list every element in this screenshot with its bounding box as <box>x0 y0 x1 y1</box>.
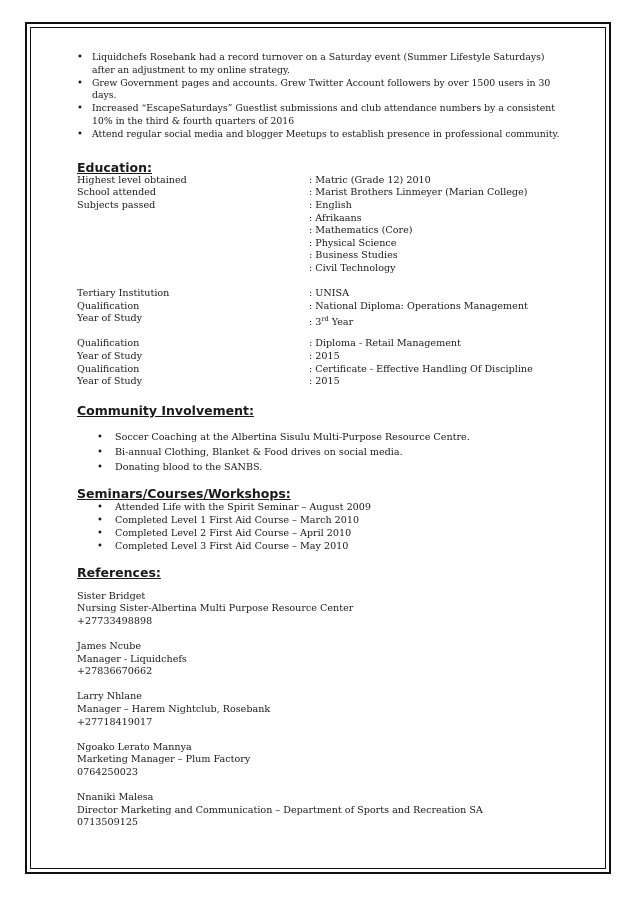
reference-name: Ngoako Lerato Mannya <box>77 741 192 753</box>
bullet-icon: • <box>97 528 103 540</box>
community-heading: Community Involvement: <box>77 402 254 418</box>
bullet-icon: • <box>97 502 103 514</box>
reference-phone: +27733498898 <box>77 615 153 627</box>
reference-role: Marketing Manager – Plum Factory <box>77 754 251 766</box>
reference-entry <box>77 691 567 729</box>
list-item: • Grew Government pages and accounts. Grew Twitter Account followers by over 1500 users in 30 days. <box>77 77 551 102</box>
community-list <box>77 430 567 475</box>
education-block-1 <box>77 175 567 276</box>
reference-phone: 0764250023 <box>77 766 139 778</box>
list-item: • Donating blood to the SANBS. <box>97 462 263 474</box>
education-row: Year of Study : 2015 <box>77 351 340 363</box>
bullet-icon: • <box>97 541 103 553</box>
education-row: Year of Study : 3rd Year <box>77 313 354 329</box>
education-block-3 <box>77 338 567 388</box>
education-row: : Business Studies <box>309 250 398 262</box>
list-item: • Attended Life with the Spirit Seminar – August 2009 <box>97 502 371 514</box>
list-item: • Increased “EscapeSaturdays” Guestlist submissions and club attendance numbers by a consistent 10% in the third & fourth quarters of 2016 <box>77 103 556 127</box>
bullet-icon: • <box>77 129 83 141</box>
reference-phone: +27718419017 <box>77 716 153 728</box>
bullet-icon: • <box>97 447 103 459</box>
list-item: • Completed Level 3 First Aid Course – May 2010 <box>97 541 349 553</box>
education-row: Qualification : Diploma - Retail Management <box>77 338 461 350</box>
reference-phone: 0713509125 <box>77 817 139 829</box>
reference-phone: +27836670662 <box>77 666 153 678</box>
references-heading: References: <box>77 565 161 581</box>
bullet-icon: • <box>77 52 83 63</box>
list-item: • Attend regular social media and blogger Meetups to establish presence in professional community. <box>77 129 560 141</box>
list-item: • Bi-annual Clothing, Blanket & Food drives on social media. <box>97 447 403 459</box>
reference-role: Manager – Harem Nightclub, Rosebank <box>77 703 271 715</box>
reference-role: Nursing Sister-Albertina Multi Purpose Resource Center <box>77 603 354 615</box>
bullet-icon: • <box>77 77 83 89</box>
education-row: Tertiary Institution : UNISA <box>77 288 350 300</box>
reference-name: Larry Nhlane <box>77 691 142 703</box>
education-block-2 <box>77 288 567 329</box>
education-row: : Afrikaans <box>309 212 362 224</box>
reference-entry <box>77 792 567 830</box>
bullet-icon: • <box>97 462 103 474</box>
education-row: Qualification : Certificate - Effective Handling Of Discipline <box>77 363 533 375</box>
education-row: Highest level obtained : Matric (Grade 12) 2010 <box>77 174 431 186</box>
achievements-list <box>77 52 567 142</box>
reference-role: Manager - Liquidchefs <box>77 653 187 665</box>
list-item: • Completed Level 2 First Aid Course – April 2010 <box>97 528 352 540</box>
reference-entry <box>77 641 567 679</box>
education-row: : Mathematics (Core) <box>309 225 413 237</box>
reference-name: Sister Bridget <box>77 590 146 602</box>
seminars-heading: Seminars/Courses/Workshops: <box>77 486 291 502</box>
seminars-list <box>77 501 567 553</box>
reference-entry <box>77 742 567 780</box>
references-list <box>77 591 567 830</box>
list-item: • Soccer Coaching at the Albertina Sisulu Multi-Purpose Resource Centre. <box>97 432 470 444</box>
education-row: Subjects passed : English <box>77 199 352 211</box>
education-row: : Civil Technology <box>309 262 396 274</box>
reference-role: Director Marketing and Communication – Department of Sports and Recreation SA <box>77 804 483 816</box>
education-row: Year of Study : 2015 <box>77 376 340 388</box>
reference-name: Nnaniki Malesa <box>77 792 154 804</box>
reference-entry <box>77 591 567 629</box>
education-row: : Physical Science <box>309 237 397 249</box>
bullet-icon: • <box>97 432 103 444</box>
education-row: School attended : Marist Brothers Linmeyer (Marian College) <box>77 187 528 199</box>
list-item: • Completed Level 1 First Aid Course – March 2010 <box>97 515 360 527</box>
list-item: • Liquidchefs Rosebank had a record turnover on a Saturday event (Summer Lifestyle Saturdays) after an adjustment to my online strategy. <box>77 52 545 76</box>
bullet-icon: • <box>77 103 83 115</box>
education-row: Qualification : National Diploma: Operations Management <box>77 300 528 312</box>
bullet-icon: • <box>97 515 103 527</box>
reference-name: James Ncube <box>77 641 142 652</box>
education-heading: Education: <box>77 160 152 176</box>
resume-content <box>77 52 567 843</box>
